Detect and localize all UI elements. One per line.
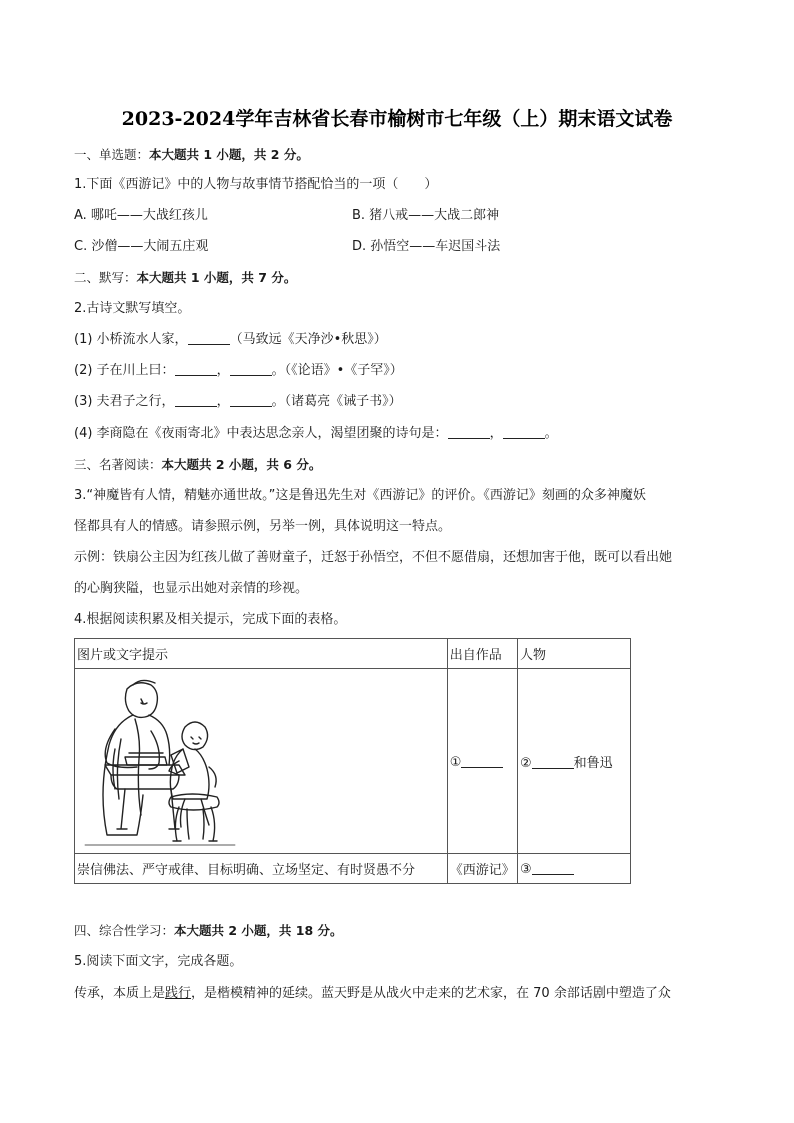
circled-1: ①: [449, 754, 462, 770]
table-header-row: [75, 639, 631, 669]
comma: ，: [216, 394, 230, 409]
comma: ，: [216, 363, 230, 378]
person-suffix: 和鲁迅: [573, 755, 613, 771]
person-answer-cell: [517, 854, 630, 884]
answer-blank[interactable]: [532, 860, 574, 875]
answer-blank[interactable]: [503, 424, 545, 439]
q1-option-c: C. 沙僧——大闹五庄观: [74, 239, 209, 254]
answer-blank[interactable]: [532, 754, 574, 769]
q3-paragraph-line: 的心胸狭隘，也显示出她对亲情的珍视。: [74, 581, 309, 596]
q2-line-1-source: （马致远《天净沙•秋思》）: [229, 332, 387, 347]
section-3-info: 本大题共 2 小题，共 6 分。: [161, 457, 322, 472]
section-1-prefix: 一、单选题：: [74, 147, 150, 162]
section-2-header: [74, 268, 296, 288]
table-row: [75, 854, 631, 884]
q2-line-1: [74, 330, 387, 350]
q2-line-3-source: 。（诸葛亮《诫子书》）: [271, 394, 402, 409]
teacher-student-illustration: [75, 669, 245, 853]
answer-blank[interactable]: [461, 753, 503, 768]
header-person: 人物: [517, 639, 630, 669]
period: 。: [544, 426, 558, 441]
q4-stem: 4.根据阅读积累及相关提示，完成下面的表格。: [74, 612, 347, 627]
section-3-prefix: 三、名著阅读：: [74, 457, 162, 472]
section-3-header: [74, 455, 321, 475]
q2-line-2-source: 。（《论语》•《子罕》）: [271, 363, 403, 378]
illustration-cell: [75, 669, 448, 854]
person-answer-cell: [517, 669, 630, 854]
q5-paragraph-line: [74, 984, 671, 1004]
section-4-info: 本大题共 2 小题，共 18 分。: [174, 923, 343, 938]
q2-line-3-text: (3) 夫君子之行，: [74, 394, 175, 409]
q1-option-d: D. 孙悟空——车迟国斗法: [352, 239, 501, 254]
answer-blank[interactable]: [448, 424, 490, 439]
circled-3: ③: [519, 862, 532, 877]
answer-blank[interactable]: [175, 392, 217, 407]
header-work: 出自作品: [447, 639, 517, 669]
q3-paragraph-line: 示例：铁扇公主因为红孩儿做了善财童子，迁怒于孙悟空，不但不愿借扇，还想加害于他，既可以看出她: [74, 550, 673, 565]
q2-line-4: [74, 424, 558, 444]
table-row: [75, 669, 631, 854]
q2-line-3: [74, 392, 402, 412]
section-2-info: 本大题共 1 小题，共 7 分。: [136, 270, 297, 285]
underlined-word: 践行: [165, 986, 192, 1001]
section-1-info: 本大题共 1 小题，共 2 分。: [149, 147, 309, 162]
q5-text-rest: ，是楷模精神的延续。蓝天野是从战火中走来的艺术家，在 70 余部话剧中塑造了众: [191, 986, 671, 1001]
q5-stem: 5.阅读下面文字，完成各题。: [74, 954, 243, 969]
q1-option-b: B. 猪八戒——大战二郎神: [352, 208, 500, 223]
section-4-prefix: 四、综合性学习：: [74, 923, 175, 938]
answer-blank[interactable]: [175, 361, 217, 376]
q1-stem: 1.下面《西游记》中的人物与故事情节搭配恰当的一项（ ）: [74, 177, 438, 192]
q2-stem: 2.古诗文默写填空。: [74, 301, 191, 316]
answer-table: [74, 638, 631, 884]
comma: ，: [489, 426, 503, 441]
q2-line-2-text: (2) 子在川上曰：: [74, 363, 175, 378]
section-2-prefix: 二、默写：: [74, 270, 137, 285]
q3-paragraph-line: 怪都具有人的情感。请参照示例，另举一例，具体说明这一特点。: [74, 519, 452, 534]
work-answer-cell: [447, 669, 517, 854]
exam-title: 2023-2024学年吉林省长春市榆树市七年级（上）期末语文试卷: [121, 108, 673, 130]
circled-2: ②: [519, 755, 532, 771]
work-cell: 《西游记》: [447, 854, 517, 884]
q2-line-1-text: (1) 小桥流水人家，: [74, 332, 188, 347]
answer-blank[interactable]: [230, 361, 272, 376]
section-1-header: [74, 145, 309, 165]
q2-line-4-text: (4) 李商隐在《夜雨寄北》中表达思念亲人，渴望团聚的诗句是：: [74, 426, 448, 441]
q5-text-start: 传承，本质上是: [74, 986, 166, 1001]
answer-blank[interactable]: [230, 392, 272, 407]
answer-blank[interactable]: [188, 330, 230, 345]
section-4-header: [74, 921, 343, 941]
q1-option-a: A. 哪吒——大战红孩儿: [74, 208, 208, 223]
header-hint: 图片或文字提示: [75, 639, 448, 669]
text-hint-cell: 崇信佛法、严守戒律、目标明确、立场坚定、有时贤愚不分: [75, 854, 448, 884]
q2-line-2: [74, 361, 403, 381]
q3-paragraph-line: 3.“神魔皆有人情，精魅亦通世故。”这是鲁迅先生对《西游记》的评价。《西游记》刻画的众多神魔妖: [74, 488, 646, 503]
